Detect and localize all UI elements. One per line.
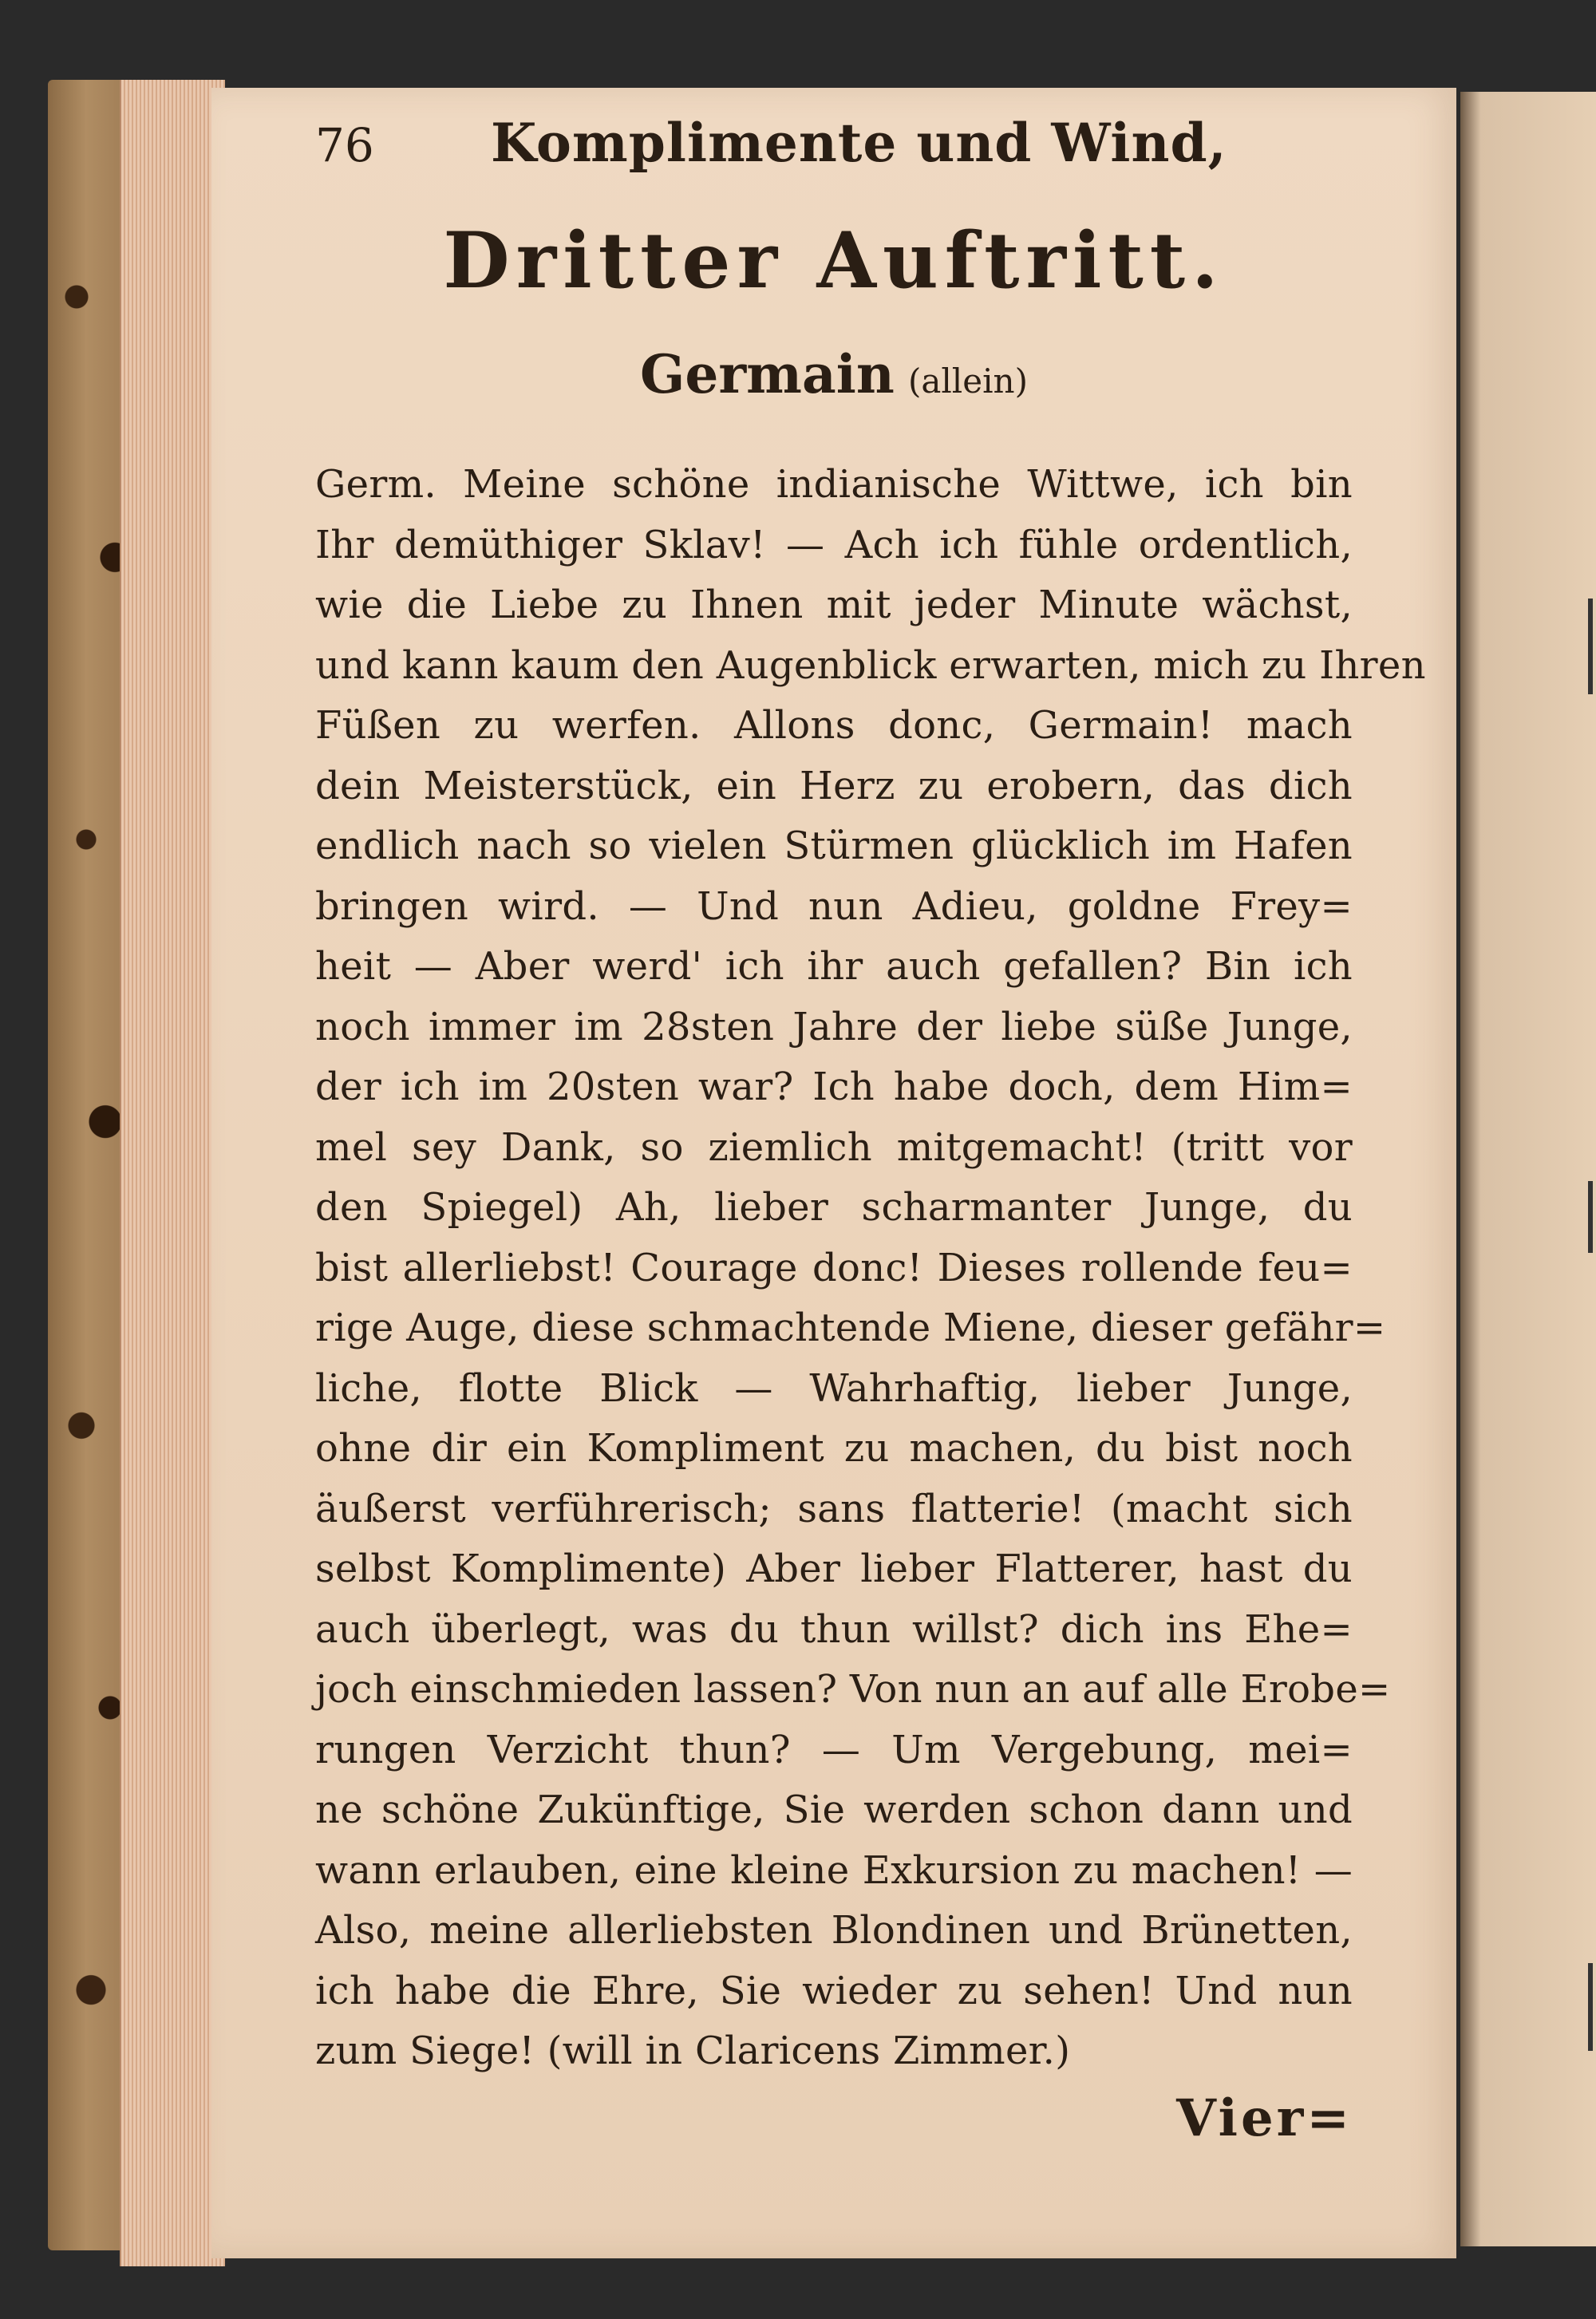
page-header [315, 112, 1353, 184]
page-text [315, 112, 1426, 2148]
text-line: und kann kaum den Augenblick erwarten, mich zu Ihren [315, 642, 1426, 688]
text-line: selbst Komplimente) Aber lieber Flatterer, hast du [315, 1547, 1353, 1591]
text-line: zum Siege! (will in Claricens Zimmer.) [315, 2029, 1071, 2073]
edge-mark [1588, 1963, 1593, 2051]
text-line: den Spiegel) Ah, lieber scharmanter Junge, du [315, 1185, 1353, 1230]
edge-mark [1588, 599, 1593, 694]
text-line: endlich nach so vielen Stürmen glücklich im Hafen [315, 824, 1353, 868]
text-line: bist allerliebst! Courage donc! Dieses rollende feu= [315, 1245, 1353, 1290]
text-line: bringen wird. — Und nun Adieu, goldne Frey= [315, 883, 1353, 929]
text-line: ne schöne Zukünftige, Sie werden schon dann und [315, 1788, 1353, 1832]
text-line: wie die Liebe zu Ihnen mit jeder Minute wächst, [315, 583, 1353, 627]
text-line: heit — Aber werd' ich ihr auch gefallen? Bin ich [315, 944, 1353, 989]
edge-mark [1588, 1181, 1593, 1253]
text-line: Germ. Meine schöne indianische Wittwe, ich bin [315, 462, 1353, 507]
facing-page-edge [1460, 92, 1596, 2246]
text-line: joch einschmieden lassen? Von nun an auf alle Erobe= [315, 1667, 1391, 1712]
text-line: auch überlegt, was du thun willst? dich ins Ehe= [315, 1606, 1353, 1652]
text-line: ich habe die Ehre, Sie wieder zu sehen! Und nun [315, 1968, 1353, 2013]
text-line: rige Auge, diese schmachtende Miene, dieser gefähr= [315, 1306, 1386, 1350]
text-line: mel sey Dank, so ziemlich mitgemacht! (tritt vor [315, 1124, 1353, 1170]
text-line: Also, meine allerliebsten Blondinen und Brünetten, [315, 1908, 1353, 1953]
text-line: noch immer im 28sten Jahre der liebe süße Junge, [315, 1004, 1353, 1049]
text-line: wann erlauben, eine kleine Exkursion zu machen! — [315, 1847, 1353, 1893]
stage-direction: (allein) [907, 361, 1028, 401]
text-line: dein Meisterstück, ein Herz zu erobern, das dich [315, 763, 1353, 808]
running-head: Komplimente und Wind, [491, 112, 1227, 174]
text-line: liche, flotte Blick — Wahrhaftig, lieber Junge, [315, 1365, 1353, 1411]
cast-name: Germain [640, 343, 895, 405]
dialogue-body [315, 455, 1426, 2082]
cast-line [315, 343, 1353, 423]
text-line: ohne dir ein Kompliment zu machen, du bist noch [315, 1426, 1353, 1471]
page-number: 76 [315, 118, 374, 172]
scene-title: Dritter Auftritt. [443, 215, 1225, 306]
catchword: Vier= [1176, 2088, 1353, 2148]
text-line: Ihr demüthiger Sklav! — Ach ich fühle ordentlich, [315, 522, 1353, 567]
page-edges [120, 80, 225, 2266]
text-line: rungen Verzicht thun? — Um Vergebung, mei= [315, 1727, 1353, 1772]
text-line: äußerst verführerisch; sans flatterie! (macht sich [315, 1486, 1353, 1531]
text-line: Füßen zu werfen. Allons donc, Germain! mach [315, 703, 1353, 748]
text-line: der ich im 20sten war? Ich habe doch, dem Him= [315, 1065, 1353, 1109]
